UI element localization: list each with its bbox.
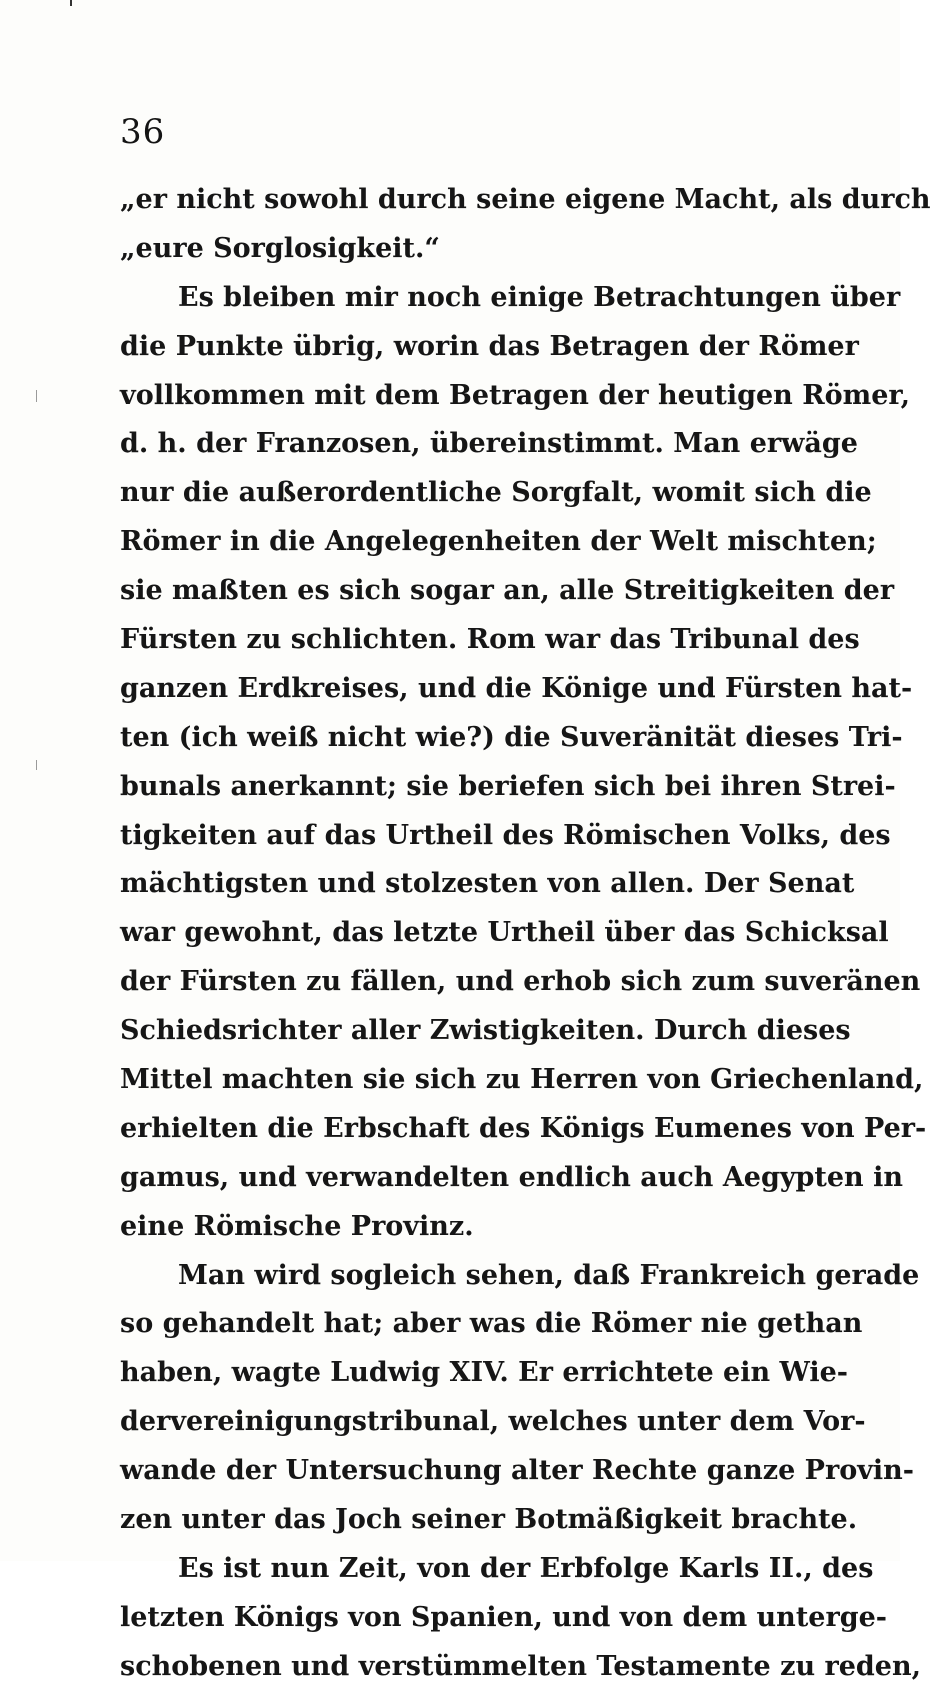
text-line: dervereinigungstribunal, welches unter dem Vor- (120, 1406, 866, 1438)
paragraph-start-line: Es bleiben mir noch einige Betrachtungen über (178, 281, 901, 313)
text-line: so gehandelt hat; aber was die Römer nie gethan (120, 1308, 863, 1340)
text-line: nur die außerordentliche Sorgfalt, womit sich die (120, 477, 872, 509)
body-text (120, 176, 931, 1692)
text-line: mächtigsten und stolzesten von allen. Der Senat (120, 868, 855, 900)
text-line: die Punkte übrig, worin das Betragen der Römer (120, 330, 859, 362)
text-line: erhielten die Erbschaft des Königs Eumenes von Per- (120, 1112, 927, 1144)
page-number: 36 (120, 112, 166, 152)
text-line: schobenen und verstümmelten Testamente zu reden, (120, 1650, 921, 1682)
scan-artifact-mark (36, 760, 37, 770)
text-line: Römer in die Angelegenheiten der Welt mischten; (120, 526, 877, 558)
text-line: Schiedsrichter aller Zwistigkeiten. Durch dieses (120, 1015, 851, 1047)
text-line: ten (ich weiß nicht wie?) die Suveränität dieses Tri- (120, 721, 903, 753)
text-line: Fürsten zu schlichten. Rom war das Tribunal des (120, 624, 860, 656)
text-line: gamus, und verwandelten endlich auch Aegypten in (120, 1161, 903, 1193)
text-line: zen unter das Joch seiner Botmäßigkeit brachte. (120, 1504, 858, 1536)
text-line: haben, wagte Ludwig XIV. Er errichtete ein Wie- (120, 1357, 848, 1389)
text-line: war gewohnt, das letzte Urtheil über das Schicksal (120, 917, 889, 949)
scan-artifact-tick (70, 0, 72, 6)
text-line: letzten Königs von Spanien, und von dem unterge- (120, 1601, 887, 1633)
scan-artifact-mark (36, 390, 37, 402)
text-line: vollkommen mit dem Betragen der heutigen Römer, (120, 379, 911, 411)
text-line: Mittel machten sie sich zu Herren von Griechenland, (120, 1064, 924, 1096)
text-line: sie maßten es sich sogar an, alle Streitigkeiten der (120, 575, 895, 607)
paragraph-start-line: Man wird sogleich sehen, daß Frankreich gerade (178, 1259, 920, 1291)
text-line: „eure Sorglosigkeit.“ (120, 232, 440, 264)
text-line: wande der Untersuchung alter Rechte ganze Provin- (120, 1455, 914, 1487)
paragraph-start-line: Es ist nun Zeit, von der Erbfolge Karls II., des (178, 1552, 874, 1584)
text-line: d. h. der Franzosen, übereinstimmt. Man erwäge (120, 428, 858, 460)
text-line: bunals anerkannt; sie beriefen sich bei ihren Strei- (120, 770, 896, 802)
text-line: tigkeiten auf das Urtheil des Römischen Volks, des (120, 819, 891, 851)
text-line: der Fürsten zu fällen, und erhob sich zum suveränen (120, 966, 921, 998)
text-line: eine Römische Provinz. (120, 1210, 474, 1242)
text-line: „er nicht sowohl durch seine eigene Macht, als durch (120, 184, 931, 215)
text-line: ganzen Erdkreises, und die Könige und Fürsten hat- (120, 672, 913, 704)
